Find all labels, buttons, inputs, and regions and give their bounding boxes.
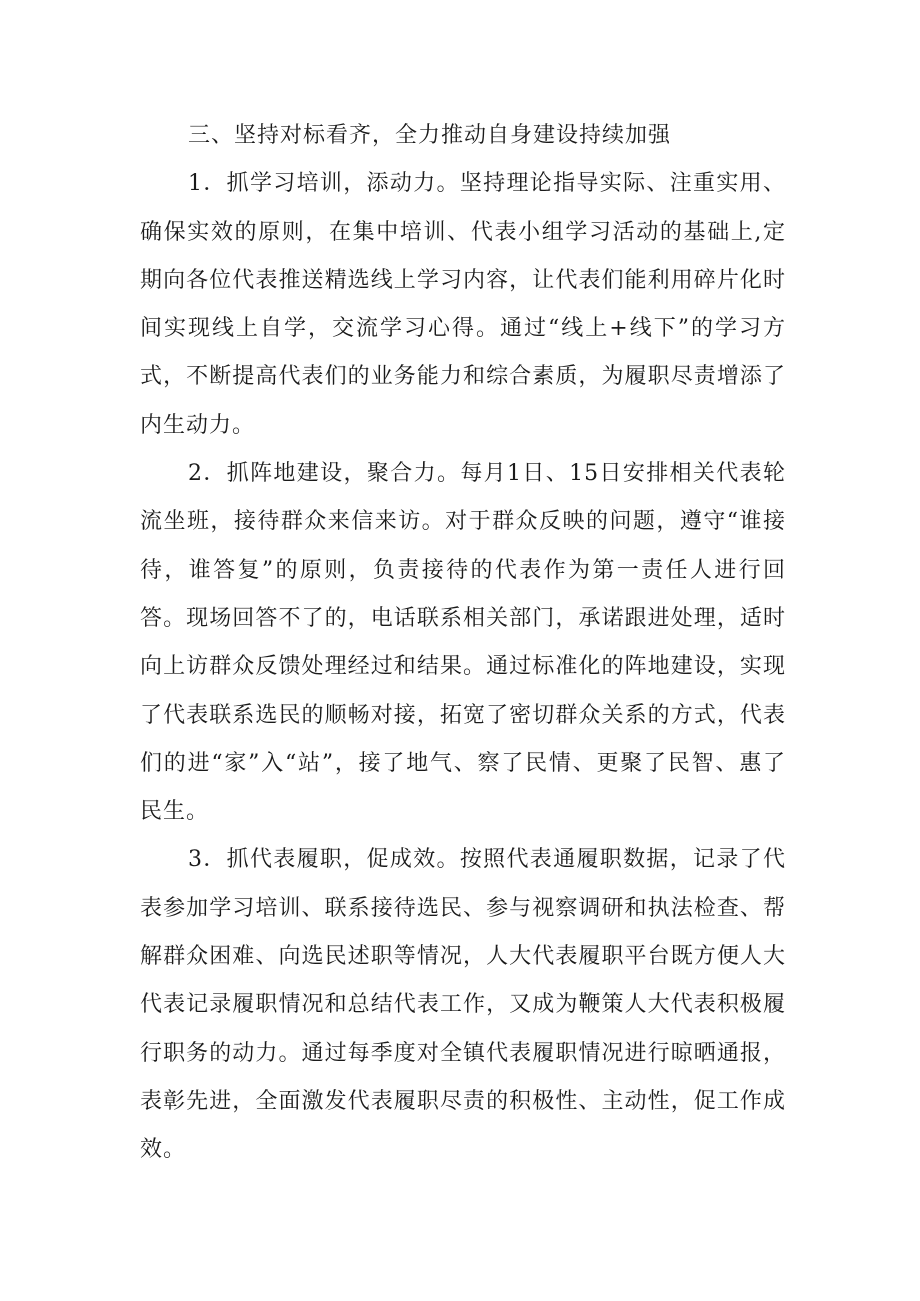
section-heading: 三、坚持对标看齐，全力推动自身建设持续加强 [188,123,672,148]
paragraph-position-building: 2．抓阵地建设，聚合力。每月1日、15日安排相关代表轮流坐班，接待群众来信来访。对于群众反映的问题，遵守“谁接待，谁答复”的原则，负责接待的代表作为第一责任人进行回答。现场回答不了的，电话联系相关部门，承诺跟进处理，适时向上访群众反馈处理经过和结果。通过标准化的阵地建设，实现了代表联系选民的顺畅对接，拓宽了密切群众关系的方式，代表们的进“家”入“站”，接了地气、察了民情、更聚了民智、惠了民生。 [140,461,786,825]
paragraph-study-training: 1．抓学习培训，添动力。坚持理论指导实际、注重实用、确保实效的原则，在集中培训、代表小组学习活动的基础上,定期向各位代表推送精选线上学习内容，让代表们能利用碎片化时间实现线上自学，交流学习心得。通过“线上+线下”的学习方式，不断提高代表们的业务能力和综合素质，为履职尽责增添了内生动力。 [140,171,786,438]
document-body [140,112,786,1175]
paragraph-duty-performance: 3．抓代表履职，促成效。按照代表通履职数据，记录了代表参加学习培训、联系接待选民、参与视察调研和执法检查、帮解群众困难、向选民述职等情况，人大代表履职平台既方便人大代表记录履职情况和总结代表工作，又成为鞭策人大代表积极履行职务的动力。通过每季度对全镇代表履职情况进行晾晒通报，表彰先进，全面激发代表履职尽责的积极性、主动性，促工作成效。 [140,847,786,1163]
